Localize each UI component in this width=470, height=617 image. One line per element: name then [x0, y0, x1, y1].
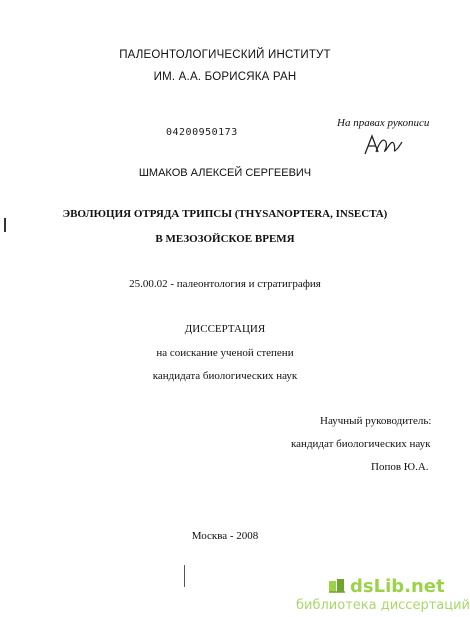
- watermark-subtitle: библиотека диссертаций: [296, 598, 470, 613]
- scan-artifact: [184, 565, 185, 587]
- manuscript-note: На правах рукописи: [337, 117, 430, 129]
- institute-name: ИМ. А.А. БОРИСЯКА РАН: [153, 71, 297, 83]
- thesis-title-line2: В МЕЗОЗОЙСКОЕ ВРЕМЯ: [155, 233, 295, 245]
- institute-heading: ПАЛЕОНТОЛОГИЧЕСКИЙ ИНСТИТУТ: [119, 49, 331, 61]
- degree-purpose-line1: на соискание ученой степени: [156, 347, 294, 359]
- dissertation-heading: ДИССЕРТАЦИЯ: [184, 323, 266, 335]
- scan-artifact: [4, 218, 6, 232]
- catalog-number: 04200950173: [166, 127, 238, 138]
- supervisor-degree: кандидат биологических наук: [291, 438, 431, 450]
- book-logo-icon: [328, 578, 346, 594]
- city-year: Москва - 2008: [191, 530, 259, 542]
- thesis-title-line1: ЭВОЛЮЦИЯ ОТРЯДА ТРИПСЫ (THYSANOPTERA, INSECTA): [62, 208, 388, 220]
- supervisor-name: Попов Ю.А.: [371, 461, 429, 473]
- degree-purpose-line2: кандидата биологических наук: [152, 370, 298, 382]
- specialty-code: 25.00.02 - палеонтология и стратиграфия: [129, 278, 321, 290]
- signature-icon: [362, 132, 406, 158]
- supervisor-label: Научный руководитель:: [320, 415, 432, 427]
- author-name: ШМАКОВ АЛЕКСЕЙ СЕРГЕЕВИЧ: [138, 167, 312, 179]
- watermark-logo: dsLib.net: [350, 576, 445, 597]
